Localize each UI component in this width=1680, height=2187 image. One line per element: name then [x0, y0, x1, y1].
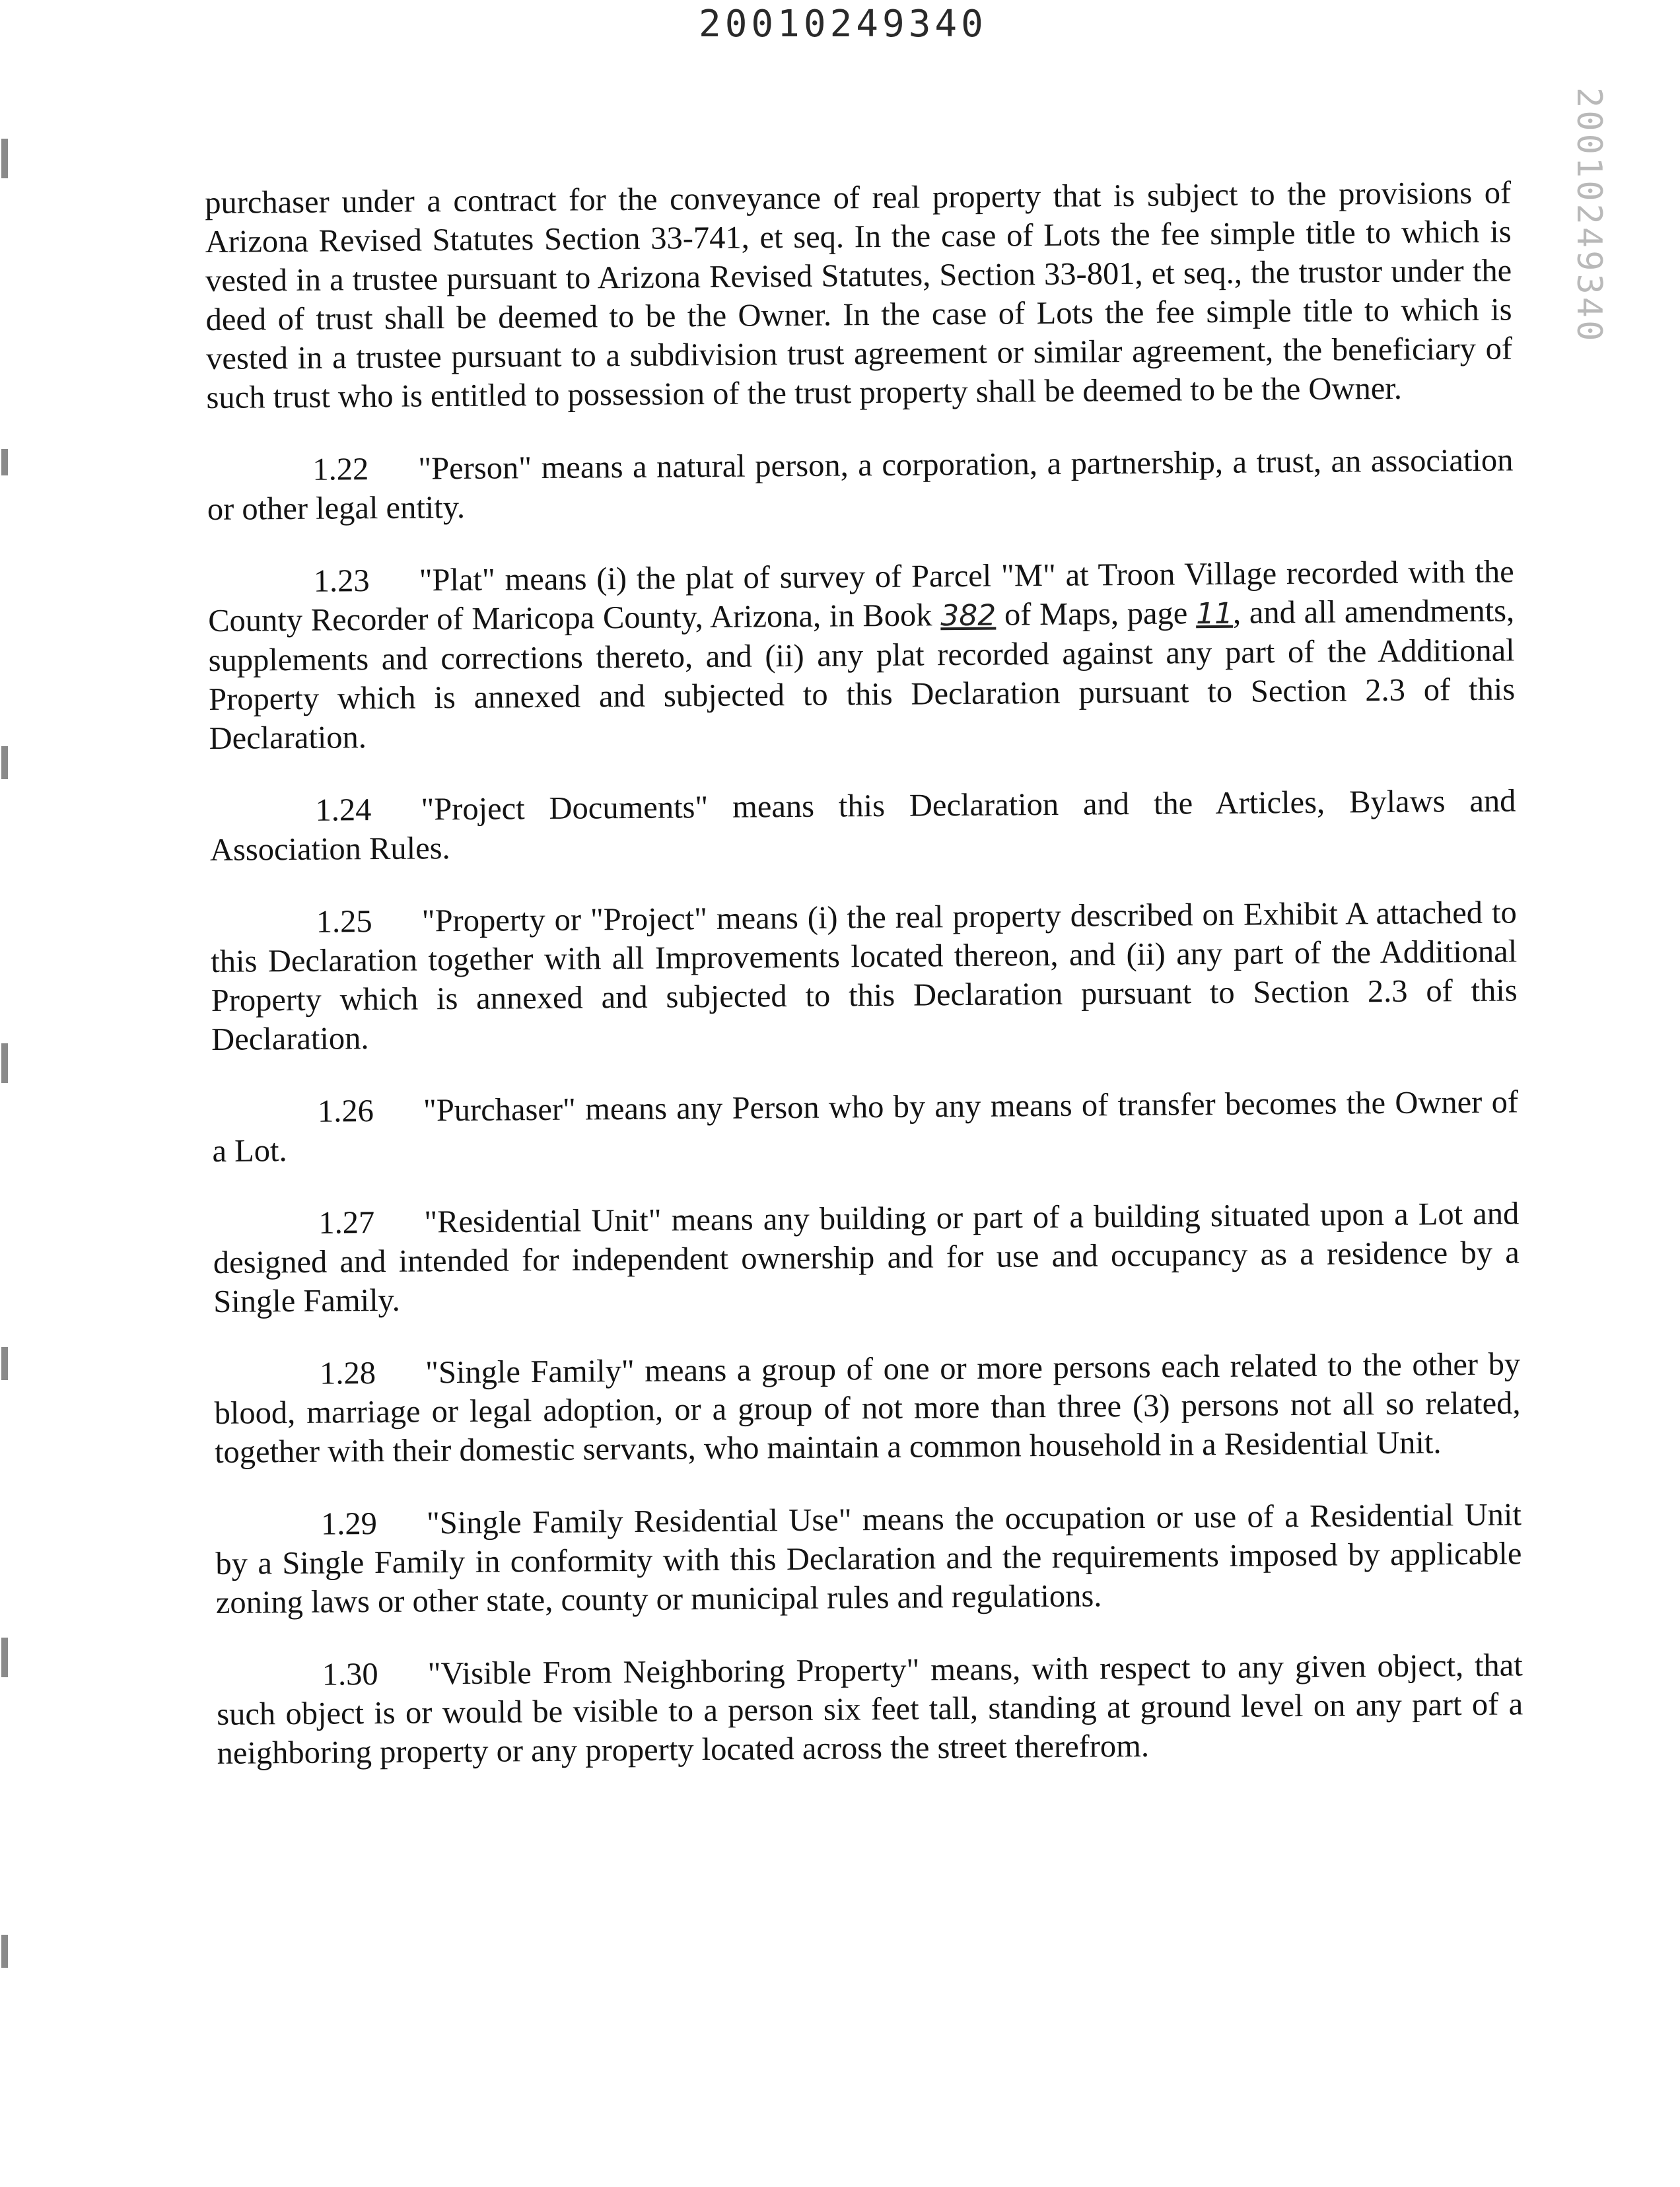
handwritten-book-number: 382 [940, 598, 997, 633]
section-number: 1.24 [315, 792, 372, 828]
section-number: 1.26 [317, 1094, 374, 1129]
section-1-28 [214, 1344, 1521, 1472]
scan-edge-marks [0, 0, 15, 2187]
section-text-part-b: of Maps, page [995, 596, 1197, 633]
handwritten-page-number: 11 [1195, 596, 1234, 631]
section-number: 1.30 [322, 1657, 378, 1692]
section-1-30 [217, 1646, 1523, 1773]
section-text: "Residential Unit" means any building or part of a building situated upon a Lot and designed and intended for independent ownership and for use and occupancy as a residence by a Single Family. [213, 1196, 1520, 1319]
side-stamp: 20010249340 [1569, 87, 1609, 344]
paragraph-intro-text: purchaser under a contract for the conveyance of real property that is subject to the provisions of Arizona Revised Statutes Section 33-741, et seq. In the case of Lots the fee simple title to which is vested in a trustee pursuant to Arizona Revised Statutes, Section 33-801, et seq., the trustor under the deed of trust shall be deemed to be the Owner. In the case of Lots the fee simple title to which is vested in a trustee pursuant to a subdivision trust agreement or similar agreement, the beneficiary of such trust who is entitled to possession of the trust property shall be deemed to be the Owner. [205, 175, 1513, 415]
section-1-22 [207, 440, 1514, 529]
section-1-23 [208, 552, 1516, 758]
document-body [205, 173, 1523, 1806]
paragraph-intro [205, 173, 1513, 417]
section-1-29 [215, 1495, 1522, 1622]
section-text: "Single Family" means a group of one or more persons each related to the other by blood, marriage or legal adoption, or a group of not more than three (3) persons not all so related, together with their domestic servants, who maintain a common household in a Residential Unit. [214, 1346, 1521, 1470]
section-text-part-c: , and all amendments, supplements and corrections thereto, and (ii) any plat recorded against any part of the Additional Property which is annexed and subjected to this Declaration pursuant to Section 2.3 of this Declaration. [208, 593, 1516, 756]
section-text: "Single Family Residential Use" means the occupation or use of a Residential Unit by a Single Family in conformity with this Declaration and the requirements imposed by applicable zoning laws or other state, county or municipal rules and regulations. [215, 1497, 1522, 1620]
section-1-24 [209, 781, 1516, 870]
section-text: "Person" means a natural person, a corporation, a partnership, a trust, an association or other legal entity. [207, 442, 1514, 527]
section-number: 1.25 [316, 904, 372, 940]
section-number: 1.22 [312, 452, 369, 487]
section-number: 1.23 [313, 563, 370, 599]
section-text: "Visible From Neighboring Property" means, with respect to any given object, that such object is or would be visible to a person six feet tall, standing at ground level on any part of a neighboring property or any property located across the street therefrom. [217, 1648, 1523, 1771]
section-text: "Project Documents" means this Declaration and the Articles, Bylaws and Association Rules. [209, 783, 1516, 868]
section-1-26 [212, 1082, 1519, 1171]
section-1-27 [213, 1194, 1520, 1321]
section-text-part-a: "Plat" means (i) the plat of survey of Parcel "M" at Troon Village recorded with the County Recorder of Maricopa County, Arizona, in Book [207, 554, 1514, 639]
section-text: "Purchaser" means any Person who by any means of transfer becomes the Owner of a Lot. [212, 1084, 1519, 1169]
section-number: 1.29 [320, 1506, 378, 1542]
section-number: 1.28 [319, 1356, 376, 1391]
section-1-25 [211, 893, 1518, 1059]
document-number: 20010249340 [699, 3, 987, 46]
section-text: "Property or "Project" means (i) the real property described on Exhibit A attached to this Declaration together with all Improvements located thereon, and (ii) any part of the Additional Property which is annexed and subjected to this Declaration pursuant to Section 2.3 of this Declaration. [211, 895, 1518, 1057]
section-number: 1.27 [318, 1205, 375, 1241]
